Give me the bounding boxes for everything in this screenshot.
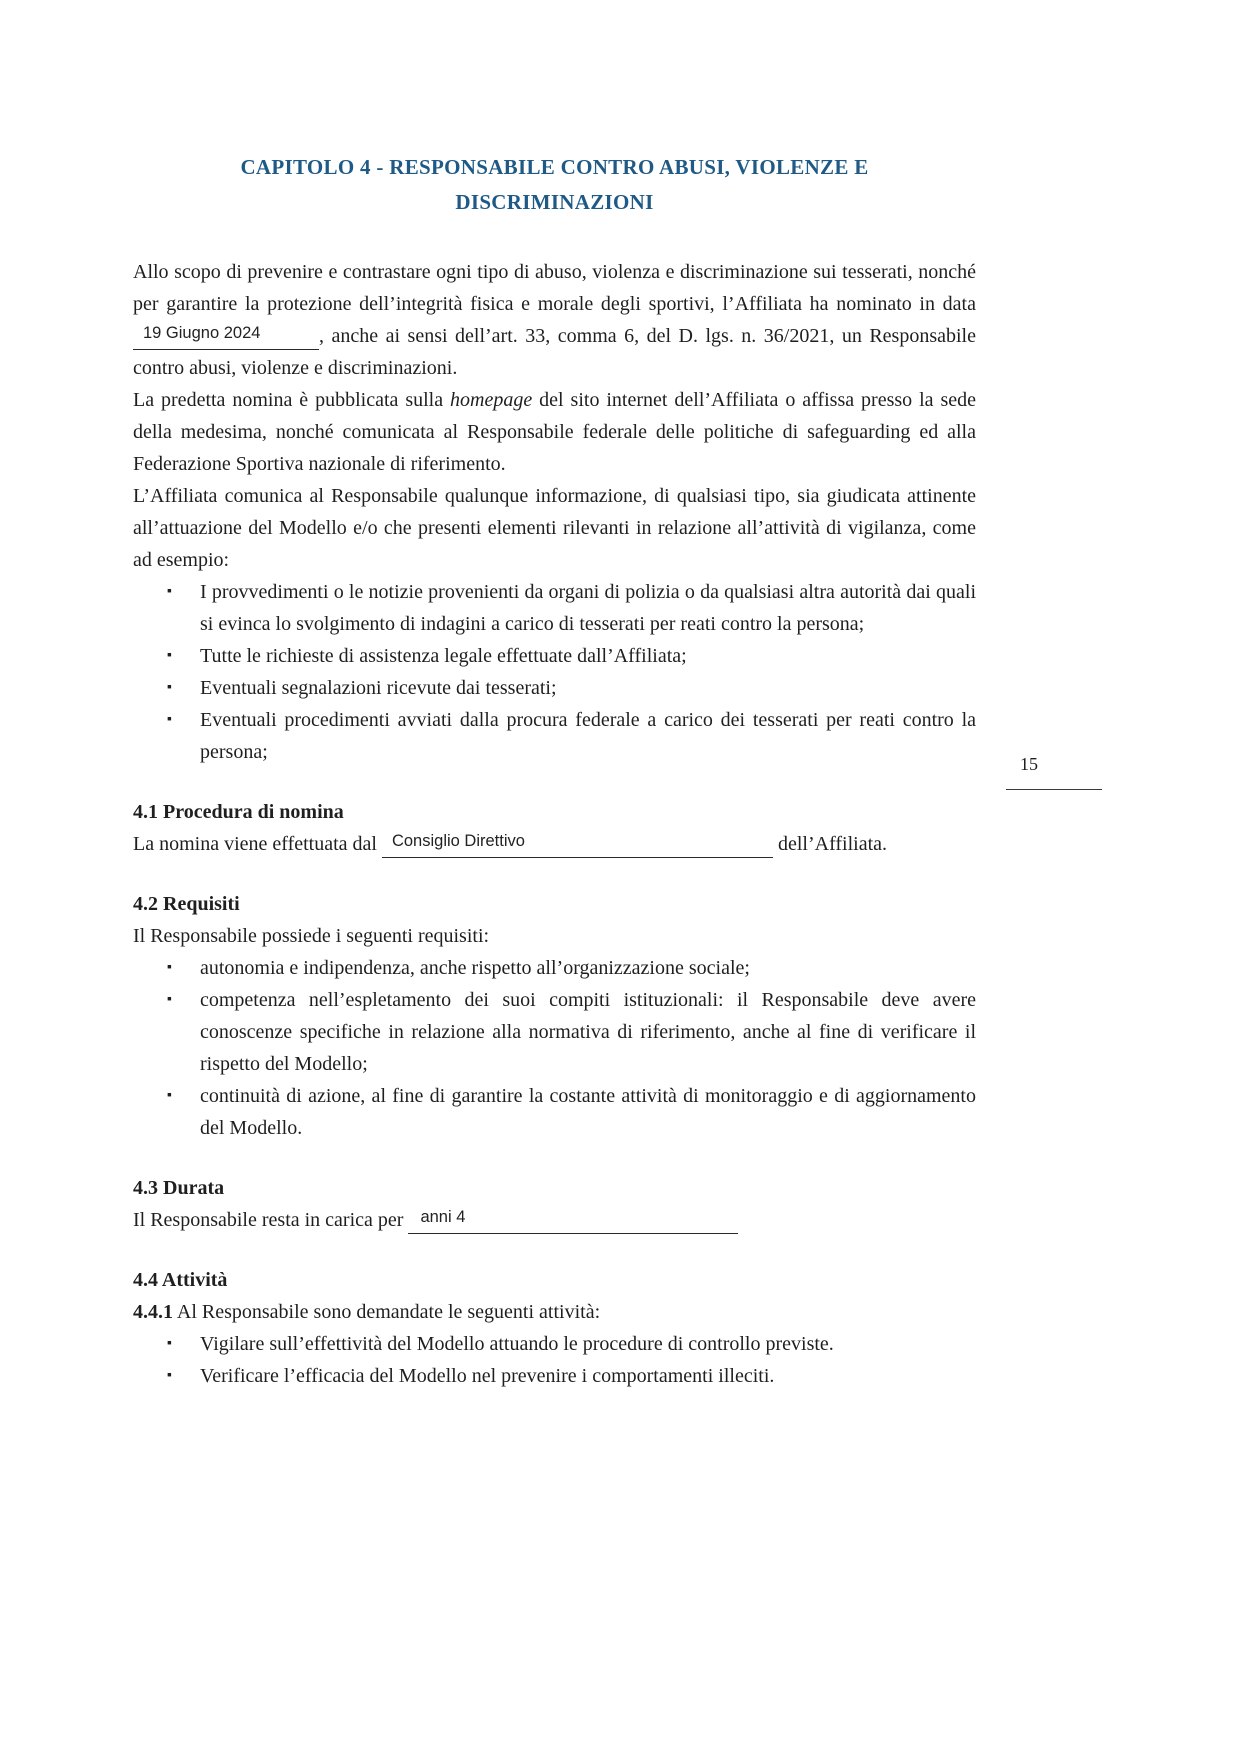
section-4-4 [133,1264,976,1392]
paragraph-text: La predetta nomina è pubblicata sulla [133,389,451,411]
term-duration-value: anni 4 [420,1208,466,1226]
list-item [133,640,976,672]
list-item-text: Verificare l’efficacia del Modello nel prevenire i comportamenti illeciti. [200,1365,775,1387]
bullet-icon: ▪ [167,1368,172,1383]
paragraph-text: Il Responsabile resta in carica per [133,1209,404,1231]
intro-paragraph-3: L’Affiliata comunica al Responsabile qualunque informazione, di qualsiasi tipo, sia giudicata attinente all’attuazione del Modello e/o che presenti elementi rilevanti in relazione all’attività di vigilanza, come ad esempio: [133,485,976,571]
chapter-title-line-1: CAPITOLO 4 - RESPONSABILE CONTRO ABUSI, VIOLENZE E [240,155,869,179]
paragraph-text: La nomina viene effettuata dal [133,833,377,855]
subsection-number: 4.4.1 [133,1301,173,1323]
section-4-1-text [133,828,976,860]
list-item-text: Tutte le richieste di assistenza legale effettuate dall’Affiliata; [200,645,687,667]
section-heading-4-4: 4.4 Attività [133,1269,228,1291]
list-item-text: continuità di azione, al fine di garantire la costante attività di monitoraggio e di aggiornamento del Modello. [200,1085,976,1139]
section-4-2 [133,888,976,1144]
chapter-title-line-2: DISCRIMINAZIONI [455,190,654,214]
paragraph-text: Allo scopo di prevenire e contrastare ogni tipo di abuso, violenza e discriminazione sui tesserati, nonché per garantire la protezione dell’integrità fisica e morale degli sportivi, l’Affiliata ha nominato in data [133,261,976,315]
term-duration-field[interactable] [408,1208,738,1234]
bullet-list-requisiti [133,952,976,1144]
document-content [133,150,976,1392]
section-4-4-lead [133,1296,976,1328]
bullet-icon: ▪ [167,584,172,599]
list-item [133,1328,976,1360]
nominating-body-field[interactable] [382,832,773,858]
list-item [133,984,976,1080]
list-item-text: Eventuali procedimenti avviati dalla procura federale a carico dei tesserati per reati contro la persona; [200,709,976,763]
list-item-text: Vigilare sull’effettività del Modello attuando le procedure di controllo previste. [200,1333,834,1355]
section-4-3 [133,1172,976,1236]
paragraph-text: del sito internet dell’Affiliata o affissa presso la sede della medesima, nonché comunicata al Responsabile federale delle politiche di safeguarding ed alla Federazione Sportiva nazionale di riferimento. [133,389,976,475]
list-item [133,1080,976,1144]
list-item [133,952,976,984]
list-item-text: I provvedimenti o le notizie provenienti da organi di polizia o da qualsiasi altra autorità dai quali si evinca lo svolgimento di indagini a carico di tesserati per reati contro la persona; [200,581,976,635]
intro-paragraph-2 [133,384,976,480]
bullet-icon: ▪ [167,680,172,695]
chapter-title [133,150,976,220]
bullet-icon: ▪ [167,1088,172,1103]
bullet-icon: ▪ [167,960,172,975]
list-item [133,1360,976,1392]
bullet-icon: ▪ [167,712,172,727]
list-item [133,672,976,704]
bullet-icon: ▪ [167,992,172,1007]
paragraph-text: Al Responsabile sono demandate le seguenti attività: [173,1301,601,1323]
appointment-date-value: 19 Giugno 2024 [143,324,261,342]
page-number-value: 15 [1020,754,1038,774]
nominating-body-value: Consiglio Direttivo [391,832,525,850]
paragraph-text: dell’Affiliata. [772,833,888,855]
bullet-list-intro [133,576,976,768]
list-item-text: Eventuali segnalazioni ricevute dai tesserati; [200,677,557,699]
section-heading-4-2: 4.2 Requisiti [133,893,240,915]
bullet-icon: ▪ [167,648,172,663]
section-heading-4-3: 4.3 Durata [133,1177,225,1199]
bullet-list-attivita [133,1328,976,1392]
list-item-text: competenza nell’espletamento dei suoi compiti istituzionali: il Responsabile deve avere conoscenze specifiche in relazione alla normativa di riferimento, anche al fine di verificare il rispetto del Modello; [200,989,976,1075]
list-item [133,576,976,640]
bullet-icon: ▪ [167,1336,172,1351]
italic-word-homepage: homepage [450,389,533,411]
list-item-text: autonomia e indipendenza, anche rispetto all’organizzazione sociale; [200,957,750,979]
section-4-1 [133,796,976,860]
paragraph-text: , anche ai sensi dell’art. 33, comma 6, del D. lgs. n. 36/2021, un Responsabile contro abusi, violenze e discriminazioni. [133,325,976,379]
appointment-date-field[interactable] [133,324,319,350]
section-4-2-lead: Il Responsabile possiede i seguenti requisiti: [133,925,490,947]
section-4-3-text [133,1204,976,1236]
section-heading-4-1: 4.1 Procedura di nomina [133,801,344,823]
intro-paragraph-1 [133,256,976,384]
list-item [133,704,976,768]
page-number [1006,752,1102,790]
